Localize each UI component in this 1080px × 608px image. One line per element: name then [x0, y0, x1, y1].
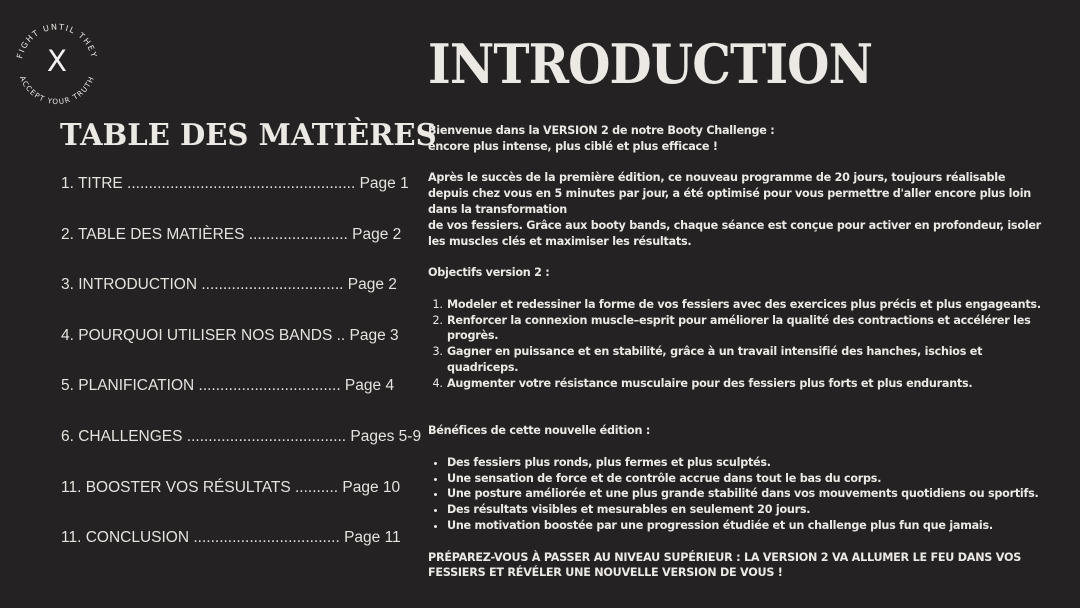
benefit-item: • Une posture améliorée et une plus grande stabilité dans vos mouvements quotidiens ou sportifs. [447, 486, 1048, 502]
closing-statement: PRÉPAREZ-VOUS À PASSER AU NIVEAU SUPÉRIEUR : LA VERSION 2 VA ALLUMER LE FEU DANS VOS FESSIERS ET RÉVÉLER UNE NOUVELLE VERSION DE VOUS ! [428, 550, 1022, 580]
intro-content [428, 123, 1048, 581]
objective-item: 3. Gagner en puissance et en stabilité, grâce à un travail intensifié des hanches, ischios et quadriceps. [446, 344, 1048, 376]
toc-item-titre: 1. TITRE ..................................................... Page 1 [61, 175, 409, 192]
welcome-line-1: Bienvenue dans la VERSION 2 de notre Booty Challenge : [428, 124, 775, 137]
benefits-list [428, 455, 1048, 534]
objectives-list [428, 297, 1048, 392]
benefit-item: • Des fessiers plus ronds, plus fermes et plus sculptés. [447, 455, 1048, 471]
circular-badge-icon [8, 10, 106, 108]
objective-item: 1. Modeler et redessiner la forme de vos fessiers avec des exercices plus précis et plus engageants. [446, 297, 1048, 313]
logo-bottom-text: ACCEPT YOUR TRUTH [17, 74, 97, 107]
objective-item: 2. Renforcer la connexion muscle–esprit pour améliorer la qualité des contractions et accélérer les progrès. [446, 313, 1048, 345]
intro-title: INTRODUCTION [428, 32, 873, 96]
objective-item: 4. Augmenter votre résistance musculaire pour des fessiers plus forts et plus endurants. [446, 376, 1048, 392]
benefit-item: • Une motivation boostée par une progression étudiée et un challenge plus fun que jamais. [447, 518, 1048, 534]
svg-text:ACCEPT YOUR TRUTH [18, 75, 96, 107]
toc-item-pourquoi-bands: 4. POURQUOI UTILISER NOS BANDS .. Page 3 [61, 326, 399, 344]
toc-item-introduction: 3. INTRODUCTION ................................. Page 2 [61, 276, 397, 294]
intro-paragraph-1: Après le succès de la première édition, ce nouveau programme de 20 jours, toujours réalisable depuis chez vous en 5 minutes par jour, a été optimisé pour vous permettre d'aller encore plus loin dans la transformation [428, 171, 1031, 216]
toc-item-table-des-matieres: 2. TABLE DES MATIÈRES ....................... Page 2 [61, 225, 402, 243]
toc-item-challenges: 6. CHALLENGES ..................................... Pages 5-9 [61, 427, 422, 445]
toc-item-planification: 5. PLANIFICATION ................................. Page 4 [61, 377, 395, 395]
brand-logo [8, 10, 106, 108]
toc-item-booster: 11. BOOSTER VOS RÉSULTATS .......... Page 10 [61, 478, 401, 496]
welcome-line-2: encore plus intense, plus ciblé et plus efficace ! [428, 139, 718, 153]
toc-title: TABLE DES MATIÈRES [60, 118, 437, 153]
logo-top-text: FIGHT UNTIL THEY [15, 22, 99, 60]
logo-x-mark: X [46, 43, 68, 78]
benefit-item: • Des résultats visibles et mesurables en seulement 20 jours. [447, 502, 1048, 518]
table-of-contents [61, 172, 422, 577]
intro-paragraph-2: de vos fessiers. Grâce aux booty bands, chaque séance est conçue pour activer en profondeur, isoler les muscles clés et maximiser les résultats. [428, 218, 1041, 248]
benefits-heading: Bénéfices de cette nouvelle édition : [428, 424, 651, 438]
benefit-item: • Une sensation de force et de contrôle accrue dans tout le bas du corps. [447, 471, 1048, 487]
toc-item-conclusion: 11. CONCLUSION .................................. Page 11 [61, 529, 401, 547]
objectives-heading: Objectifs version 2 : [428, 266, 550, 280]
